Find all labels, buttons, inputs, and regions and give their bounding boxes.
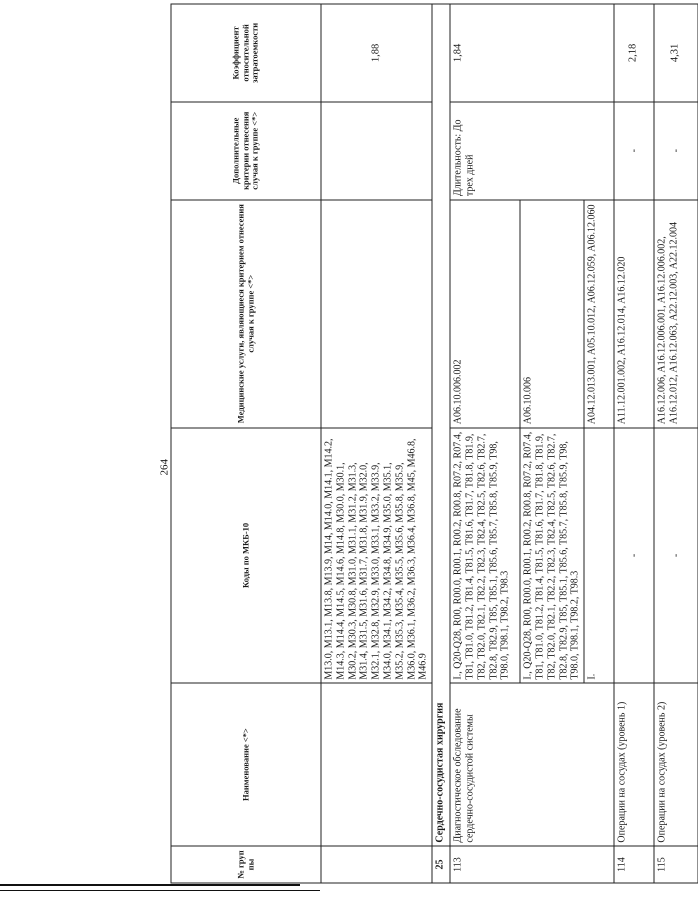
cell-icd-codes: - [614,427,654,682]
cell-name: Операции на сосудах (уровень 2) [654,683,698,846]
cell-services: A16.12.006, A16.12.006.001, A16.12.006.002, A16.12.012, A16.12.063, A22.12.003, A22.12.004 [654,199,698,427]
cell-group-no [321,846,432,883]
header-name: Наименование <*> [171,683,321,846]
cell-services: A06.10.006 [520,199,584,427]
table-row [614,4,654,883]
cell-group-no: 113 [450,846,614,883]
header-extra-criteria: Дополнительные критерии отнесения случая к группе <*> [171,101,321,199]
header-services: Медицинские услуги, являющиеся критерием отнесения случая к группе <*> [171,199,321,427]
cell-icd-codes: I., Q20-Q28, R00, R00.0, R00.1, R00.2, R00.8, R07.2, R07.4, T81, T81.0, T81.2, T81.4, T81.5, T81.6, T81.7, T81.8, T81.9, T82, T82.0, T82.1, T82.2, T82.3, T82.4, T82.5, T82.6, T82.7, T82.8, T82.9, T85, T85.1, T85.6, T85.7, T85.8, T85.9, T98, T98.0, T98.1, T98.2, T98.3 [450,427,520,682]
cell-coefficient: 1,84 [450,4,614,102]
cell-icd-codes: M13.0, M13.1, M13.8, M13.9, M14, M14.0, M14.1, M14.2, M14.3, M14.4, M14.5, M14.6, M14.8, M30.0, M30.1, M30.2, M30.3, M30.8, M31.0, M31.1, M31.2, M31.3, M31.4, M31.5, M31.6, M31.7, M31.8, M31.9, M32.0, M32.1, M32.8, M32.9, M33.0, M33.1, M33.2, M33.9, M34.0, M34.1, M34.2, M34.8, M34.9, M35.0, M35.1, M35.2, M35.3, M35.4, M35.5, M35.6, M35.8, M35.9, M36.0, M36.1, M36.2, M36.3, M36.4, M36.8, M45, M46.8, M46.9 [321,427,432,682]
cell-group-no: 115 [654,846,698,883]
header-coefficient: Коэффициент относительной затратоемкости [171,4,321,102]
header-group-no: № груп пы [171,846,321,883]
cell-name: Диагностическое обследование сердечно-сосудистой системы [450,683,614,846]
table-row [321,4,432,883]
section-row [432,4,450,883]
header-icd-codes: Коды по МКБ-10 [171,427,321,682]
cell-extra: Длительность: До трех дней [450,101,614,199]
cell-services: A06.10.006.002 [450,199,520,427]
cell-extra [321,101,432,199]
cell-services: A11.12.001.002, A16.12.014, A16.12.020 [614,199,654,427]
cell-services: A04.12.013.001, A05.10.012, A06.12.059, A06.12.060 [584,199,614,427]
cell-services [321,199,432,427]
table-row [450,4,520,883]
table-row [654,4,698,883]
cell-group-no: 114 [614,846,654,883]
section-number: 25 [432,846,450,883]
cell-name [321,683,432,846]
scan-edge-line [0,884,300,886]
cell-extra: - [654,101,698,199]
cell-coefficient: 4,31 [654,4,698,102]
cell-coefficient: 1,88 [321,4,432,102]
cell-coefficient: 2,18 [614,4,654,102]
cell-icd-codes: I. [584,427,614,682]
table-header-row [171,4,321,883]
page-number: 264 [158,458,170,475]
cell-name: Операции на сосудах (уровень 1) [614,683,654,846]
cell-extra: - [614,101,654,199]
cell-icd-codes: - [654,427,698,682]
section-title: Сердечно-сосудистая хирургия [432,4,450,846]
scan-edge-line-thin [0,890,320,891]
criteria-table [170,3,698,883]
cell-icd-codes: I., Q20-Q28, R00, R00.0, R00.1, R00.2, R00.8, R07.2, R07.4, T81, T81.0, T81.2, T81.4, T81.5, T81.6, T81.7, T81.8, T81.9, T82, T82.0, T82.1, T82.2, T82.3, T82.4, T82.5, T82.6, T82.7, T82.8, T82.9, T85, T85.1, T85.6, T85.7, T85.8, T85.9, T98, T98.0, T98.1, T98.2, T98.3 [520,427,584,682]
